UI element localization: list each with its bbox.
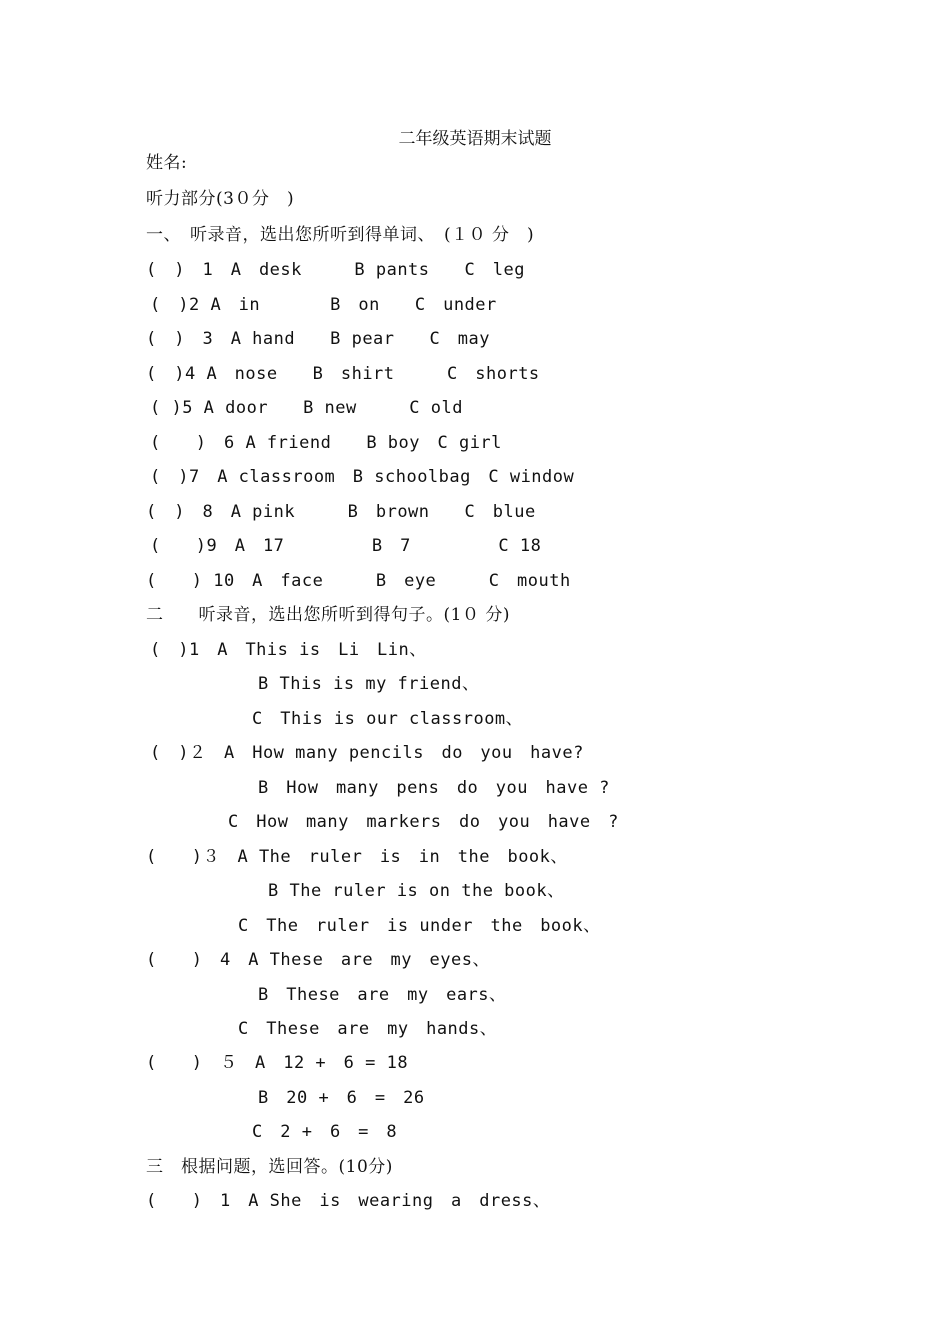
- section2-header: 二 听录音，选出您所听到得句子。(1０ 分): [146, 605, 510, 625]
- s2-q1-b: B This is my friend、: [258, 674, 480, 694]
- s2-q5-c: C 2 + 6 = 8: [252, 1122, 398, 1142]
- listening-header: 听力部分(3０分 ): [146, 189, 295, 209]
- s1-item-8: ( ) 8 A pink B brown C blue: [146, 502, 536, 522]
- s2-q1-a: ( )1 A This is Li Lin、: [150, 640, 427, 660]
- s2-q3-a: ( )３ A The ruler is in the book、: [146, 847, 568, 867]
- s2-q3-c: C The ruler is under the book、: [238, 916, 601, 936]
- s1-item-1: ( ) 1 A desk B pants C leg: [146, 260, 525, 280]
- s1-item-9: ( )9 A 17 B 7 C 18: [150, 536, 542, 556]
- s1-item-7: ( )7 A classroom B schoolbag C window: [150, 467, 575, 487]
- s2-q2-b: B How many pens do you have ?: [258, 778, 610, 798]
- s1-item-6: ( ) 6 A friend B boy C girl: [150, 433, 502, 453]
- s1-item-5: ( )5 A door B new C old: [150, 398, 463, 418]
- s2-q2-c: C How many markers do you have ?: [228, 812, 619, 832]
- section3-header: 三 根据问题，选回答。(10分): [146, 1157, 393, 1177]
- s2-q2-a: ( )２ A How many pencils do you have?: [150, 743, 584, 763]
- s1-item-10: ( ) 10 A face B eye C mouth: [146, 571, 571, 591]
- s3-q1-a: ( ) 1 A She is wearing a dress、: [146, 1191, 551, 1211]
- name-label: 姓名:: [146, 153, 188, 173]
- s2-q3-b: B The ruler is on the book、: [268, 881, 565, 901]
- s1-item-3: ( ) 3 A hand B pear C may: [146, 329, 490, 349]
- s2-q5-b: B 20 + 6 = 26: [258, 1088, 425, 1108]
- s2-q1-c: C This is our classroom、: [252, 709, 524, 729]
- page-title: 二年级英语期末试题: [398, 129, 552, 149]
- s2-q4-a: ( ) 4 A These are my eyes、: [146, 950, 490, 970]
- s1-item-2: ( )2 A in B on C under: [150, 295, 497, 315]
- s2-q5-a: ( ) ５ A 12 + 6 = 18: [146, 1053, 409, 1073]
- s1-item-4: ( )4 A nose B shirt C shorts: [146, 364, 540, 384]
- section1-header: 一、 听录音，选出您所听到得单词、 (１０ 分 ): [146, 225, 535, 245]
- s2-q4-b: B These are my ears、: [258, 985, 507, 1005]
- s2-q4-c: C These are my hands、: [238, 1019, 498, 1039]
